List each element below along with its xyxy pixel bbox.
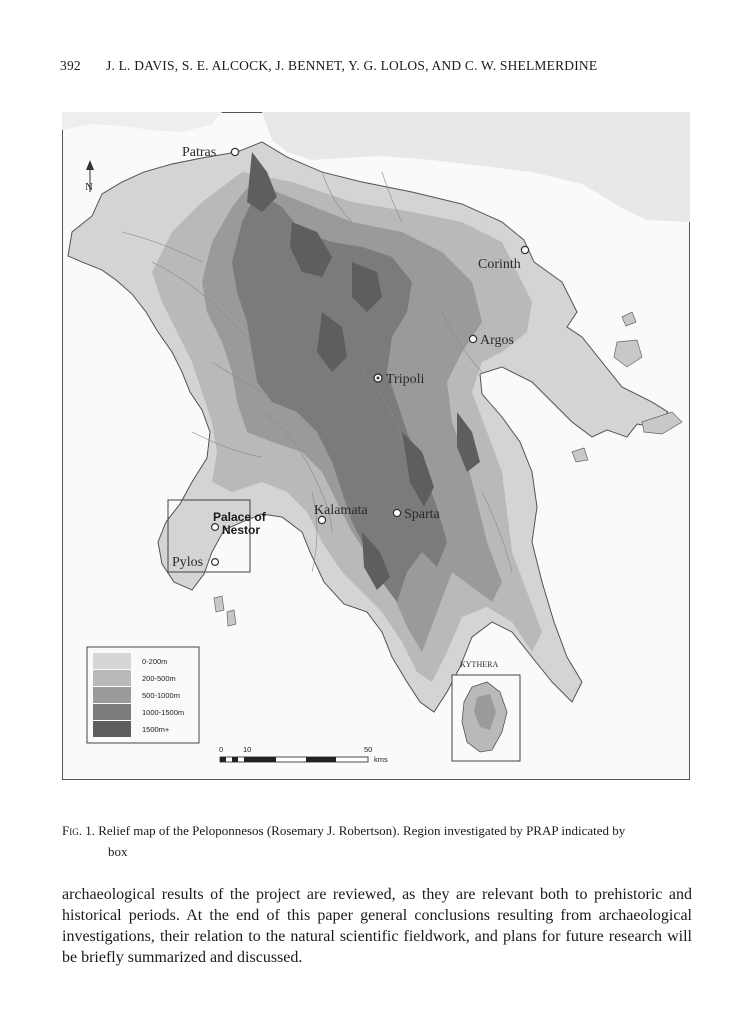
scale-tick-50: 50: [364, 745, 373, 754]
legend-swatch-1: [93, 653, 131, 669]
island: [214, 596, 224, 612]
caption-line-1: [62, 820, 690, 841]
caption-text-1: Relief map of the Peloponnesos (Rosemary J. Robertson). Region investigated by PRAP indicated by: [98, 823, 626, 838]
label-palace-line2: Nestor: [222, 523, 261, 537]
legend-label-3: 500-1000m: [142, 691, 180, 700]
label-argos: Argos: [480, 333, 514, 348]
elevation-legend: [87, 647, 199, 743]
label-tripoli: Tripoli: [386, 372, 425, 387]
legend-swatch-3: [93, 687, 131, 703]
kythera-inset: [452, 660, 520, 761]
relief-map-figure: [62, 112, 690, 780]
label-kalamata: Kalamata: [314, 503, 368, 518]
legend-label-2: 200-500m: [142, 674, 176, 683]
body-paragraph: archaeological results of the project are reviewed, as they are relevant both to prehistoric and historical periods. At the end of this paper general conclusions resulting from archaeological investigations, their relation to the natural scientific fieldwork, and plans for future research will be briefly summarized and discussed.: [62, 886, 692, 966]
legend-swatch-4: [93, 704, 131, 720]
legend-swatch-2: [93, 670, 131, 686]
island: [227, 610, 236, 626]
figure-caption: [62, 820, 690, 862]
caption-text-2: box: [108, 844, 128, 859]
legend-label-5: 1500m+: [142, 725, 170, 734]
legend-label-1: 0-200m: [142, 657, 168, 666]
relief-map: [62, 112, 690, 780]
page-number: 392: [60, 58, 81, 73]
label-sparta: Sparta: [404, 507, 440, 522]
label-corinth: Corinth: [478, 257, 521, 272]
scale-unit: kms: [374, 755, 388, 764]
legend-label-4: 1000-1500m: [142, 708, 185, 717]
caption-figure-label: Fig. 1.: [62, 823, 95, 838]
running-head-authors: J. L. DAVIS, S. E. ALCOCK, J. BENNET, Y. G. LOLOS, AND C. W. SHELMERDINE: [106, 58, 598, 73]
label-palace-line1: Palace of: [213, 510, 266, 524]
scale-tick-0: 0: [219, 745, 224, 754]
scale-tick-10: 10: [243, 745, 252, 754]
inset-title: KYTHERA: [460, 660, 499, 669]
legend-swatch-5: [93, 721, 131, 737]
north-label: N: [85, 181, 93, 193]
label-pylos: Pylos: [172, 555, 204, 570]
label-patras: Patras: [182, 145, 217, 160]
